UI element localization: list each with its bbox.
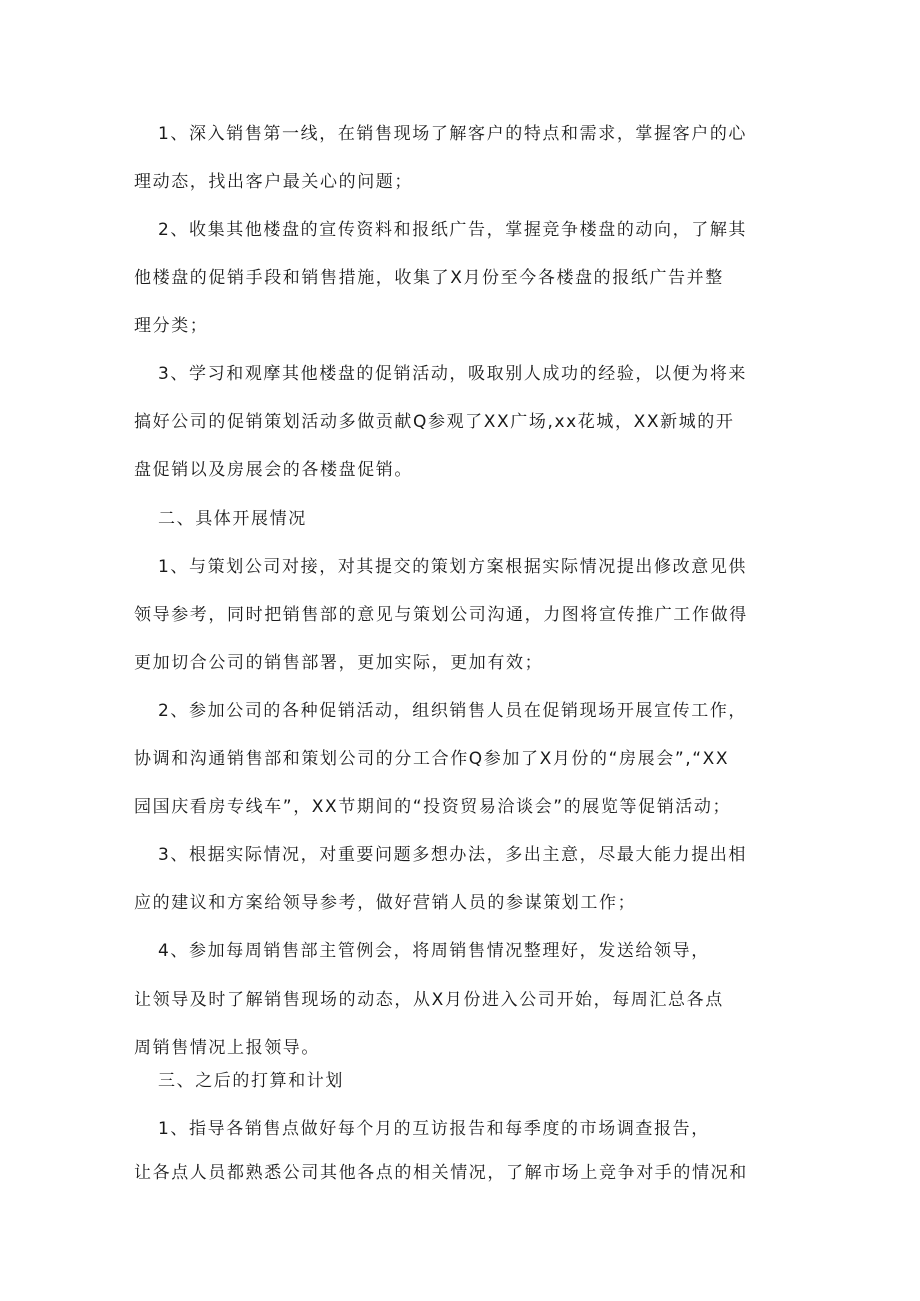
text-line: 2、收集其他楼盘的宣传资料和报纸广告，掌握竞争楼盘的动向，了解其 bbox=[158, 220, 748, 240]
text-line: 1、指导各销售点做好每个月的互访报告和每季度的市场调查报告， bbox=[158, 1119, 710, 1139]
text-line: 应的建议和方案给领导参考，做好营销人员的参谋策划工作； bbox=[134, 893, 637, 913]
text-line: 理动态，找出客户最关心的问题； bbox=[134, 172, 413, 192]
text-line: 周销售情况上报领导。 bbox=[134, 1038, 320, 1058]
text-line: 4、参加每周销售部主管例会，将周销售情况整理好，发送给领导， bbox=[158, 941, 710, 961]
text-line: 领导参考，同时把销售部的意见与策划公司沟通，力图将宣传推广工作做得 bbox=[134, 605, 748, 625]
text-line: 他楼盘的促销手段和销售措施，收集了X月份至今各楼盘的报纸广告并整 bbox=[134, 268, 724, 288]
text-line: 盘促销以及房展会的各楼盘促销。 bbox=[134, 460, 413, 480]
text-line: 2、参加公司的各种促销活动，组织销售人员在促销现场开展宣传工作， bbox=[158, 701, 748, 721]
text-line: 让各点人员都熟悉公司其他各点的相关情况，了解市场上竞争对手的情况和 bbox=[134, 1163, 748, 1183]
text-line: 3、根据实际情况，对重要问题多想办法，多出主意，尽最大能力提出相 bbox=[158, 845, 748, 865]
section-heading: 三、之后的打算和计划 bbox=[158, 1071, 344, 1091]
text-line: 1、深入销售第一线，在销售现场了解客户的特点和需求，掌握客户的心 bbox=[158, 124, 748, 144]
text-line: 理分类； bbox=[134, 316, 209, 336]
section-heading: 二、具体开展情况 bbox=[158, 509, 307, 529]
text-line: 3、学习和观摩其他楼盘的促销活动，吸取别人成功的经验，以便为将来 bbox=[158, 364, 748, 384]
text-line: 更加切合公司的销售部署，更加实际，更加有效； bbox=[134, 653, 544, 673]
text-line: 搞好公司的促销策划活动多做贡献Q参观了XX广场,xx花城，XX新城的开 bbox=[134, 412, 735, 432]
text-line: 协调和沟通销售部和策划公司的分工合作Q参加了X月份的“房展会”,“XX bbox=[134, 749, 730, 769]
text-line: 让领导及时了解销售现场的动态，从X月份进入公司开始，每周汇总各点 bbox=[134, 990, 724, 1010]
text-line: 1、与策划公司对接，对其提交的策划方案根据实际情况提出修改意见供 bbox=[158, 557, 748, 577]
text-line: 园国庆看房专线车”，XX节期间的“投资贸易洽谈会”的展览等促销活动； bbox=[134, 797, 732, 817]
